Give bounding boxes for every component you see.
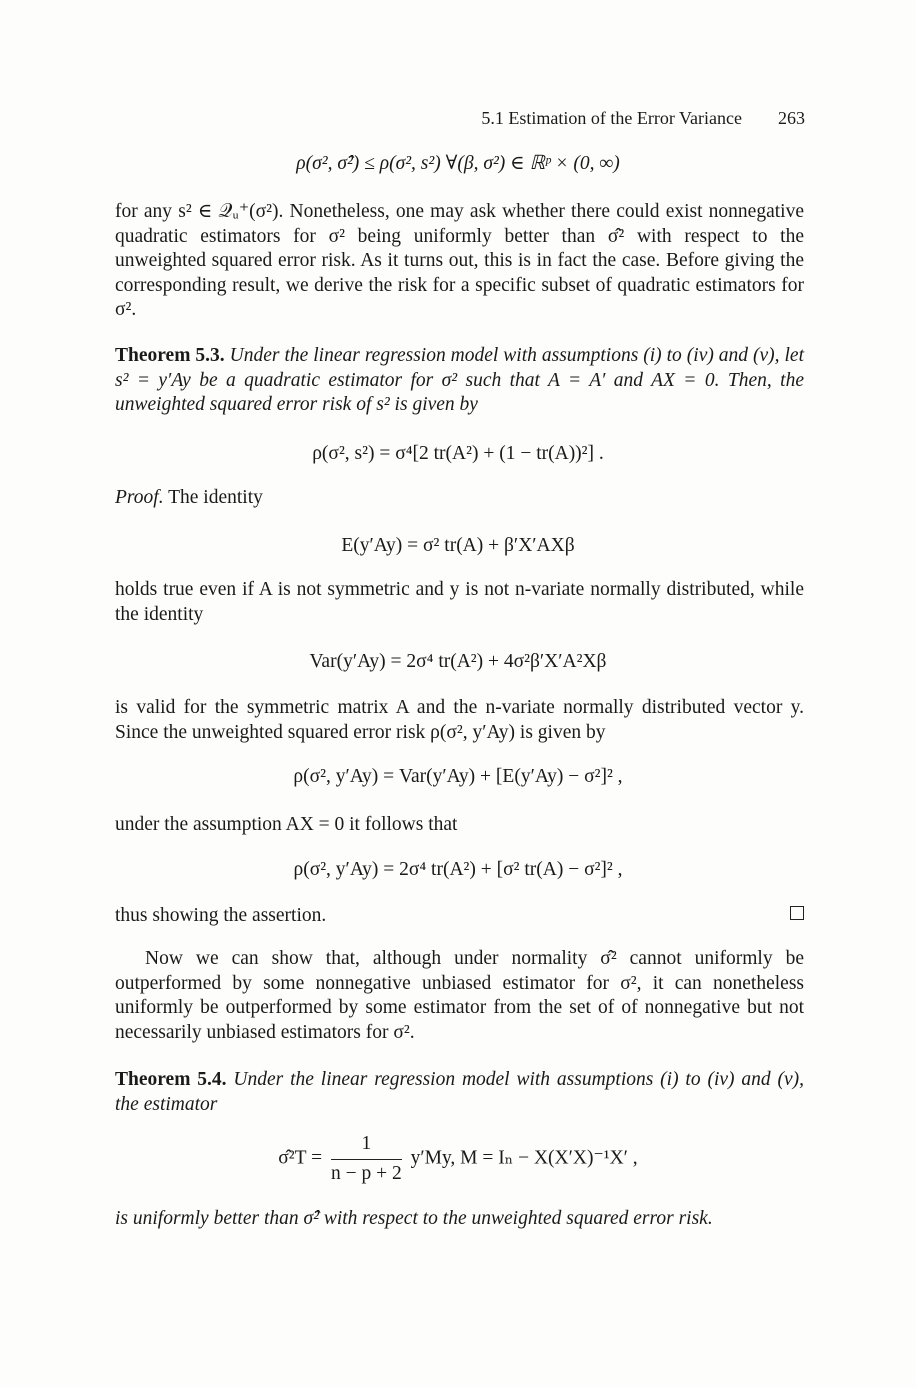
theorem-5-3 (115, 344, 804, 418)
proof (115, 486, 804, 511)
proof-text: The identity (168, 487, 263, 508)
paragraph-text: under the assumption AX = 0 it follows that (115, 814, 458, 835)
fraction-numerator: 1 (331, 1132, 402, 1160)
equation-lhs: σ̂²T = (278, 1147, 323, 1169)
paragraph-under (115, 813, 804, 838)
paragraph-valid (115, 696, 804, 745)
equation-risk-result: ρ(σ², y′Ay) = 2σ⁴ tr(A²) + [σ² tr(A) − σ²]² , (293, 859, 623, 880)
paragraph-holds (115, 578, 804, 627)
theorem-label: Theorem 5.3. (115, 345, 225, 366)
paragraph-thus (115, 904, 804, 929)
qed-box (790, 906, 804, 920)
theorem-body: Under the linear regression model with assumptions (i) to (iv) and (v), let s² = y′Ay be a quadratic estimator for σ² such that A = A′ and AX = 0. Then, the unweighted squared error risk of s² is given by (115, 345, 805, 415)
paragraph-text: holds true even if A is not symmetric and y is not n-variate normally distributed, while the identity (115, 579, 804, 625)
fraction-denominator: n − p + 2 (330, 1162, 402, 1184)
paragraph-intro (115, 200, 804, 323)
paragraph-now (115, 947, 804, 1045)
theorem-body: Under the linear regression model with assumptions (i) to (iv) and (v), the estimator (115, 1069, 804, 1115)
fraction (331, 1132, 402, 1186)
theorem-label: Theorem 5.4. (115, 1069, 227, 1090)
equation-risk-inequality: ρ(σ², σ̂²) ≤ ρ(σ², s²) ∀(β, σ²) ∈ ℝᵖ × (0, ∞) (296, 153, 620, 174)
theorem-5-4 (115, 1068, 804, 1117)
paragraph-text: for any s² ∈ 𝒬ᵤ⁺(σ²). Nonetheless, one may ask whether there could exist nonnegative quadratic estimators for σ² being uniformly better than σ̂² with respect to the unweighted squared error risk. As it turns out, this is in fact the case. Before giving the corresponding result, we derive the risk for a specific subset of quadratic estimators for σ². (115, 201, 804, 320)
equation-theorem-5-3: ρ(σ², s²) = σ⁴[2 tr(A²) + (1 − tr(A))²] . (312, 443, 604, 464)
equation-variance: Var(y′Ay) = 2σ⁴ tr(A²) + 4σ²β′X′A²Xβ (309, 651, 607, 672)
equation-rest: y′My, M = Iₙ − X(X′X)⁻¹X′ , (410, 1147, 638, 1169)
running-header (0, 106, 805, 131)
page-number: 263 (778, 108, 805, 128)
paragraph-text: is uniformly better than σ̂² with respect to the unweighted squared error risk. (115, 1208, 713, 1229)
paragraph-text: Now we can show that, although under normality σ̂² cannot uniformly be outperformed by some nonnegative unbiased estimator for σ², it can nonetheless uniformly be outperformed by some estimator from the set of of nonnegative but not necessarily unbiased estimators for σ². (115, 948, 804, 1043)
theorem-5-4-conclusion (115, 1207, 804, 1232)
paragraph-text: is valid for the symmetric matrix A and the n-variate normally distributed vector y. Since the unweighted squared error risk ρ(σ², y′Ay) is given by (115, 697, 804, 743)
paragraph-text: thus showing the assertion. (115, 905, 327, 926)
section-title: 5.1 Estimation of the Error Variance (481, 108, 742, 128)
proof-label: Proof. (115, 487, 164, 508)
equation-theorem-5-4 (0, 1132, 916, 1186)
equation-risk-decomposition: ρ(σ², y′Ay) = Var(y′Ay) + [E(y′Ay) − σ²]² , (293, 766, 623, 787)
equation-expectation: E(y′Ay) = σ² tr(A) + β′X′AXβ (341, 535, 575, 556)
